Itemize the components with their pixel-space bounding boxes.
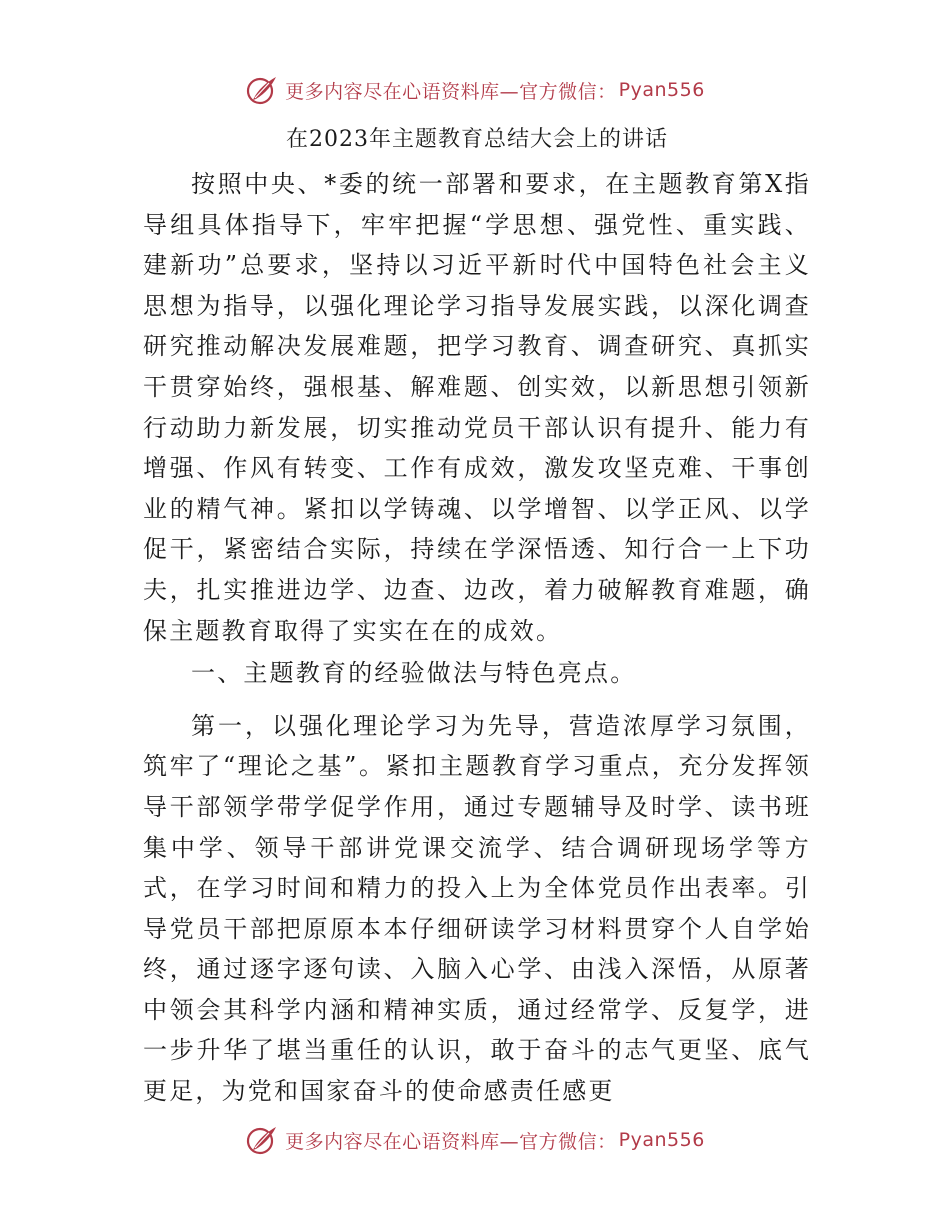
feather-pen-logo-icon	[245, 73, 279, 107]
section-heading-1: 一、主题教育的经验做法与特色亮点。	[191, 659, 637, 688]
document-body	[143, 118, 811, 1112]
watermark-header	[0, 70, 950, 110]
watermark-wechat-id: Pyan556	[618, 1129, 705, 1151]
paragraph-intro: 按照中央、*委的统一部署和要求，在主题教育第X指导组具体指导下，牢牢把握“学思想、强党性、重实践、建新功”总要求，坚持以习近平新时代中国特色社会主义思想为指导，以强化理论学习指导发展实践，以深化调查研究推动解决发展难题，把学习教育、调查研究、真抓实干贯穿始终，强根基、解难题、创实效，以新思想引领新行动助力新发展，切实推动党员干部认识有提升、能力有增强、作风有转变、工作有成效，激发攻坚克难、干事创业的精气神。紧扣以学铸魂、以学增智、以学正风、以学促干，紧密结合实际，持续在学深悟透、知行合一上下功夫，扎实推进边学、边查、边改，着力破解教育难题，确保主题教育取得了实实在在的成效。	[143, 170, 811, 645]
document-title: 在2023年主题教育总结大会上的讲话	[286, 127, 668, 152]
watermark-wechat-id: Pyan556	[618, 79, 705, 101]
paragraph-first-point: 第一，以强化理论学习为先导，营造浓厚学习氛围，筑牢了“理论之基”。紧扣主题教育学习重点，充分发挥领导干部领学带学促学作用，通过专题辅导及时学、读书班集中学、领导干部讲党课交流学、结合调研现场学等方式，在学习时间和精力的投入上为全体党员作出表率。引导党员干部把原原本本仔细研读学习材料贯穿个人自学始终，通过逐字逐句读、入脑入心学、由浅入深悟，从原著中领会其科学内涵和精神实质，通过经常学、反复学，进一步升华了堪当重任的认识，敢于奋斗的志气更坚、底气更足，为党和国家奋斗的使命感责任感更	[143, 711, 811, 1106]
feather-pen-logo-icon	[245, 1123, 279, 1157]
watermark-text: 更多内容尽在心语资料库—官方微信：	[285, 1130, 617, 1153]
watermark-text: 更多内容尽在心语资料库—官方微信：	[285, 80, 617, 103]
watermark-footer	[0, 1120, 950, 1160]
